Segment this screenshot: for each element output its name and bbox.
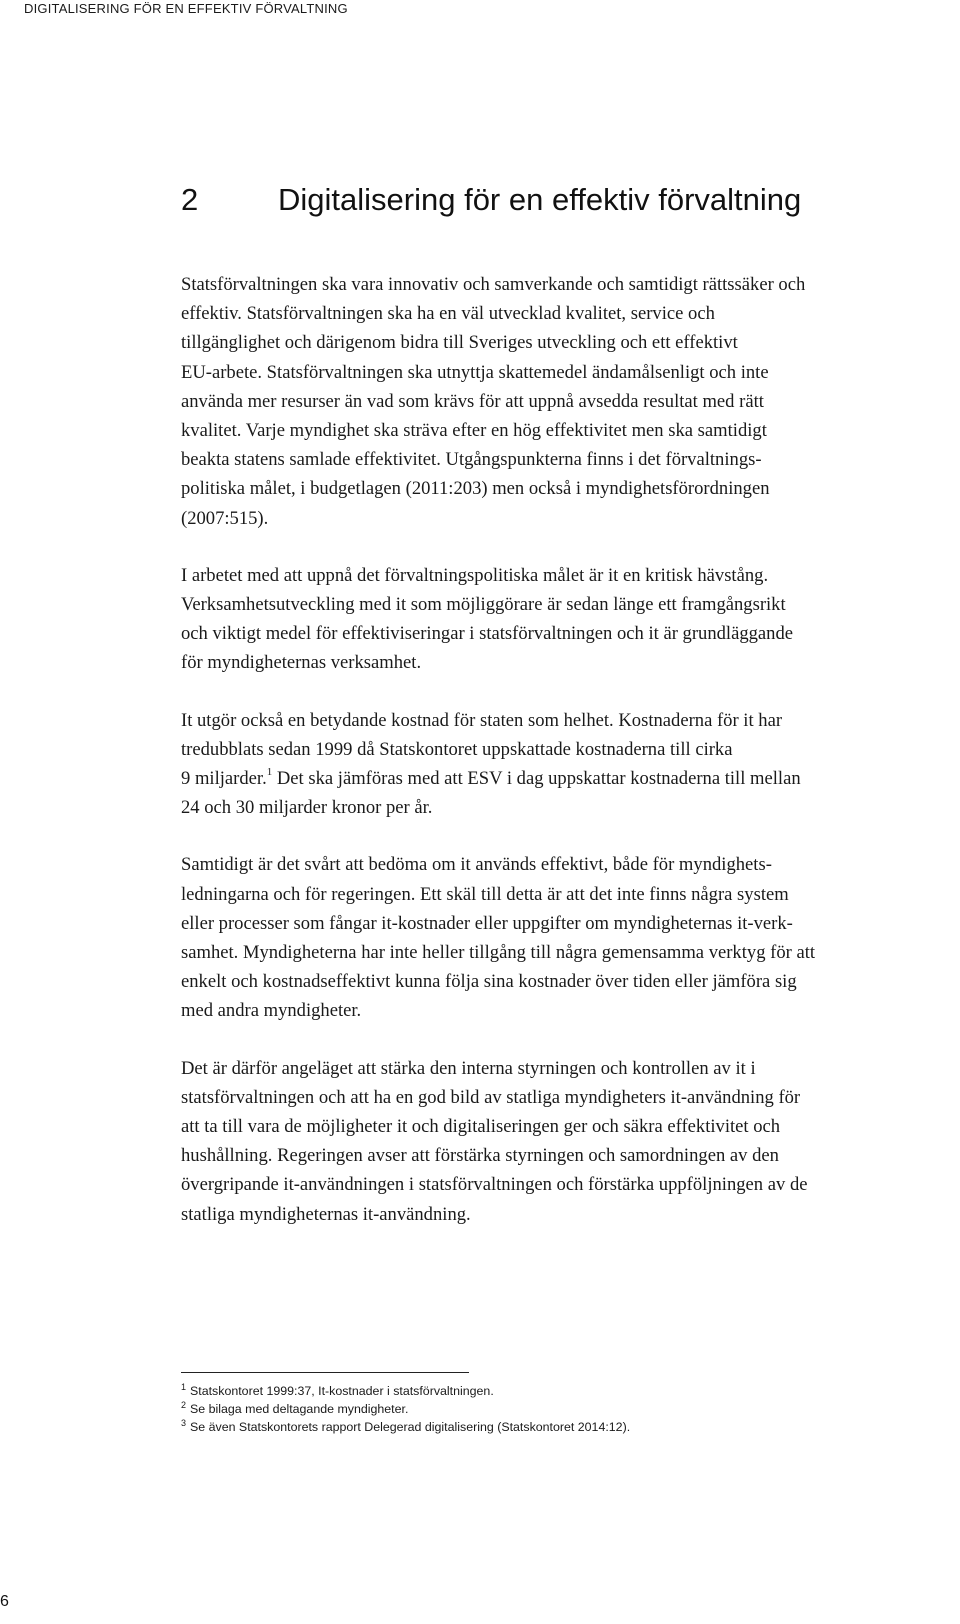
paragraph-line: hushållning. Regeringen avser att förstärka styrningen och samordningen av den bbox=[181, 1145, 779, 1167]
chapter-heading bbox=[181, 180, 801, 220]
paragraph-line: Samtidigt är det svårt att bedöma om it används effektivt, både för myndighets- bbox=[181, 854, 772, 876]
footnote bbox=[181, 1382, 921, 1400]
footnote-number: 3 bbox=[181, 1417, 187, 1428]
chapter-number: 2 bbox=[181, 182, 199, 217]
paragraph-line: statsförvaltningen och att ha en god bild av statliga myndigheters it-användning för bbox=[181, 1086, 801, 1108]
paragraph-line: ledningarna och för regeringen. Ett skäl till detta är att det inte finns några system bbox=[181, 883, 789, 905]
footnote bbox=[181, 1418, 921, 1436]
footnote-text: Se bilaga med deltagande myndigheter. bbox=[190, 1402, 409, 1416]
paragraph-line: statliga myndigheternas it-användning. bbox=[181, 1203, 471, 1225]
paragraph-line: kvalitet. Varje myndighet ska sträva efter en hög effektivitet men ska samtidigt bbox=[181, 420, 767, 442]
chapter-title: Digitalisering för en effektiv förvaltning bbox=[278, 182, 802, 217]
paragraph-line: 24 och 30 miljarder kronor per år. bbox=[181, 797, 433, 819]
paragraph-line: eller processer som fångar it-kostnader eller uppgifter om myndigheternas it-verk- bbox=[181, 912, 793, 934]
paragraph-line: EU-arbete. Statsförvaltningen ska utnyttja skattemedel ändamålsenligt och inte bbox=[181, 361, 769, 383]
paragraph-line: effektiv. Statsförvaltningen ska ha en väl utvecklad kvalitet, service och bbox=[181, 303, 715, 325]
paragraph-line: använda mer resurser än vad som krävs för att uppnå avsedda resultat med rätt bbox=[181, 390, 764, 412]
paragraph-line: I arbetet med att uppnå det förvaltningspolitiska målet är it en kritisk hävstång. bbox=[181, 564, 769, 586]
paragraph-2 bbox=[181, 561, 941, 678]
line-text: Det ska jämföras med att ESV i dag uppskattar kostnaderna till mellan bbox=[272, 768, 801, 790]
line-text: 9 miljarder. bbox=[181, 768, 267, 790]
paragraph-line: övergripande it-användningen i statsförvaltningen och förstärka uppföljningen av de bbox=[181, 1174, 808, 1196]
footnote-text: Statskontoret 1999:37, It-kostnader i statsförvaltningen. bbox=[190, 1384, 494, 1398]
footnote bbox=[181, 1400, 921, 1418]
paragraph-line: Det är därför angeläget att stärka den interna styrningen och kontrollen av it i bbox=[181, 1057, 756, 1079]
paragraph-line: för myndigheternas verksamhet. bbox=[181, 652, 422, 674]
running-header: DIGITALISERING FÖR EN EFFEKTIV FÖRVALTNING bbox=[24, 1, 348, 16]
footnote-reference[interactable]: 1 bbox=[266, 765, 273, 778]
paragraph-line bbox=[181, 764, 941, 793]
paragraph-4 bbox=[181, 850, 941, 1025]
body-text bbox=[181, 270, 941, 1257]
paragraph-3 bbox=[181, 706, 941, 823]
paragraph-line: (2007:515). bbox=[181, 507, 269, 529]
paragraph-5 bbox=[181, 1054, 941, 1229]
footnote-number: 2 bbox=[181, 1399, 187, 1410]
paragraph-line: tredubblats sedan 1999 då Statskontoret uppskattade kostnaderna till cirka bbox=[181, 738, 733, 760]
footnote-text: Se även Statskontorets rapport Delegerad digitalisering (Statskontoret 2014:12). bbox=[190, 1420, 631, 1434]
paragraph-line: Verksamhetsutveckling med it som möjliggörare är sedan länge ett framgångsrikt bbox=[181, 594, 786, 616]
paragraph-1 bbox=[181, 270, 941, 533]
paragraph-line: enkelt och kostnadseffektivt kunna följa sina kostnader över tiden eller jämföra sig bbox=[181, 971, 797, 993]
footnotes bbox=[181, 1382, 921, 1436]
paragraph-line: samhet. Myndigheterna har inte heller tillgång till några gemensamma verktyg för att bbox=[181, 942, 816, 964]
footnote-divider bbox=[181, 1372, 469, 1373]
paragraph-line: politiska målet, i budgetlagen (2011:203) men också i myndighetsförordningen bbox=[181, 478, 770, 500]
footnote-number: 1 bbox=[181, 1381, 187, 1392]
paragraph-line: att ta till vara de möjligheter it och digitaliseringen ger och säkra effektivitet och bbox=[181, 1116, 781, 1138]
paragraph-line: Statsförvaltningen ska vara innovativ och samverkande och samtidigt rättssäker och bbox=[181, 274, 806, 295]
paragraph-line: beakta statens samlade effektivitet. Utgångspunkterna finns i det förvaltnings- bbox=[181, 449, 762, 471]
paragraph-line: It utgör också en betydande kostnad för staten som helhet. Kostnaderna för it har bbox=[181, 709, 783, 731]
page-number: 6 bbox=[0, 1593, 9, 1610]
paragraph-line: och viktigt medel för effektiviseringar i statsförvaltningen och it är grundläggande bbox=[181, 623, 794, 645]
paragraph-line: med andra myndigheter. bbox=[181, 1000, 362, 1022]
paragraph-line: tillgänglighet och därigenom bidra till Sveriges utveckling och ett effektivt bbox=[181, 332, 738, 354]
